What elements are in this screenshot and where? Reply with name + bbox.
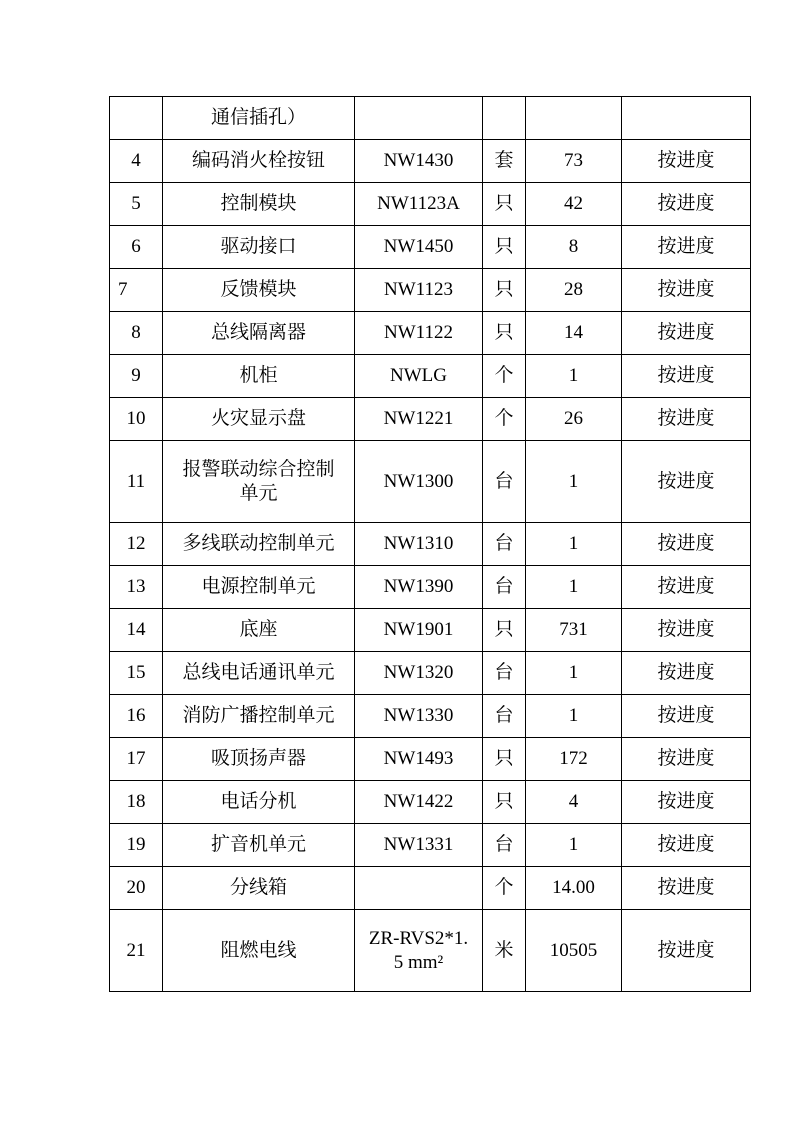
item-unit: 个 (483, 355, 526, 398)
table-row (110, 910, 751, 992)
row-number: 13 (110, 566, 163, 609)
item-note: 按进度 (622, 910, 751, 992)
item-unit: 只 (483, 609, 526, 652)
item-name: 电源控制单元 (163, 566, 355, 609)
item-name-line1: 报警联动综合控制 (182, 457, 335, 480)
table-row (110, 140, 751, 183)
item-unit: 台 (483, 824, 526, 867)
item-model (355, 97, 483, 140)
item-unit: 米 (483, 910, 526, 992)
item-note: 按进度 (622, 523, 751, 566)
item-name (163, 441, 355, 523)
table-row (110, 781, 751, 824)
item-unit: 台 (483, 695, 526, 738)
table-row (110, 652, 751, 695)
row-number: 16 (110, 695, 163, 738)
item-quantity: 1 (526, 355, 622, 398)
item-model: NW1901 (355, 609, 483, 652)
item-model: NW1390 (355, 566, 483, 609)
row-number: 4 (110, 140, 163, 183)
table-row (110, 97, 751, 140)
item-model: NW1122 (355, 312, 483, 355)
item-quantity: 28 (526, 269, 622, 312)
item-quantity: 42 (526, 183, 622, 226)
item-name: 阻燃电线 (163, 910, 355, 992)
item-unit: 只 (483, 269, 526, 312)
table-row (110, 355, 751, 398)
item-model: NW1300 (355, 441, 483, 523)
row-number: 11 (110, 441, 163, 523)
item-note: 按进度 (622, 824, 751, 867)
item-unit: 台 (483, 523, 526, 566)
item-name: 底座 (163, 609, 355, 652)
table-row (110, 867, 751, 910)
item-note: 按进度 (622, 140, 751, 183)
table-row (110, 695, 751, 738)
item-name: 驱动接口 (163, 226, 355, 269)
item-name: 机柜 (163, 355, 355, 398)
item-quantity: 10505 (526, 910, 622, 992)
item-note: 按进度 (622, 226, 751, 269)
row-number: 14 (110, 609, 163, 652)
item-unit: 套 (483, 140, 526, 183)
item-model: NW1331 (355, 824, 483, 867)
item-model (355, 910, 483, 992)
item-name: 反馈模块 (163, 269, 355, 312)
table-row (110, 566, 751, 609)
item-note: 按进度 (622, 652, 751, 695)
item-quantity: 1 (526, 566, 622, 609)
row-number (110, 97, 163, 140)
item-note: 按进度 (622, 566, 751, 609)
row-number: 5 (110, 183, 163, 226)
item-quantity: 8 (526, 226, 622, 269)
item-unit: 只 (483, 781, 526, 824)
item-note: 按进度 (622, 398, 751, 441)
table-row (110, 738, 751, 781)
item-note: 按进度 (622, 781, 751, 824)
row-number: 9 (110, 355, 163, 398)
item-model: NW1422 (355, 781, 483, 824)
item-name: 消防广播控制单元 (163, 695, 355, 738)
item-name: 通信插孔） (163, 97, 355, 140)
item-note: 按进度 (622, 867, 751, 910)
item-unit: 只 (483, 738, 526, 781)
item-name: 吸顶扬声器 (163, 738, 355, 781)
item-quantity: 73 (526, 140, 622, 183)
item-model: NW1221 (355, 398, 483, 441)
item-note: 按进度 (622, 269, 751, 312)
item-note: 按进度 (622, 695, 751, 738)
row-number: 8 (110, 312, 163, 355)
item-unit (483, 97, 526, 140)
item-quantity: 731 (526, 609, 622, 652)
row-number: 17 (110, 738, 163, 781)
row-number: 6 (110, 226, 163, 269)
item-note: 按进度 (622, 183, 751, 226)
table-row (110, 226, 751, 269)
item-note (622, 97, 751, 140)
item-note: 按进度 (622, 609, 751, 652)
item-model (355, 867, 483, 910)
table-row (110, 824, 751, 867)
item-model: NW1310 (355, 523, 483, 566)
item-unit: 个 (483, 867, 526, 910)
item-unit: 只 (483, 183, 526, 226)
item-model: NWLG (355, 355, 483, 398)
row-number: 21 (110, 910, 163, 992)
item-name: 编码消火栓按钮 (163, 140, 355, 183)
item-note: 按进度 (622, 312, 751, 355)
item-model: NW1330 (355, 695, 483, 738)
item-model: NW1450 (355, 226, 483, 269)
table-row (110, 609, 751, 652)
item-unit: 个 (483, 398, 526, 441)
table-row (110, 441, 751, 523)
item-model: NW1493 (355, 738, 483, 781)
table-row (110, 183, 751, 226)
item-quantity: 14 (526, 312, 622, 355)
item-quantity: 14.00 (526, 867, 622, 910)
item-quantity: 172 (526, 738, 622, 781)
item-name: 控制模块 (163, 183, 355, 226)
item-model: NW1123 (355, 269, 483, 312)
item-quantity: 26 (526, 398, 622, 441)
item-quantity (526, 97, 622, 140)
item-quantity: 4 (526, 781, 622, 824)
row-number: 12 (110, 523, 163, 566)
table-row (110, 269, 751, 312)
item-name: 多线联动控制单元 (163, 523, 355, 566)
item-name: 火灾显示盘 (163, 398, 355, 441)
row-number: 15 (110, 652, 163, 695)
item-model: NW1123A (355, 183, 483, 226)
item-note: 按进度 (622, 738, 751, 781)
item-quantity: 1 (526, 652, 622, 695)
item-name: 电话分机 (163, 781, 355, 824)
table-row (110, 398, 751, 441)
item-quantity: 1 (526, 523, 622, 566)
item-unit: 只 (483, 312, 526, 355)
item-model: NW1320 (355, 652, 483, 695)
item-name: 总线隔离器 (163, 312, 355, 355)
item-name: 总线电话通讯单元 (163, 652, 355, 695)
item-unit: 台 (483, 652, 526, 695)
equipment-table (109, 96, 751, 992)
item-model: NW1430 (355, 140, 483, 183)
item-note: 按进度 (622, 441, 751, 523)
item-quantity: 1 (526, 441, 622, 523)
item-model-line2: 5 mm² (393, 951, 444, 973)
table-row (110, 312, 751, 355)
item-quantity: 1 (526, 824, 622, 867)
item-quantity: 1 (526, 695, 622, 738)
row-number: 20 (110, 867, 163, 910)
row-number: 18 (110, 781, 163, 824)
item-name: 扩音机单元 (163, 824, 355, 867)
item-unit: 台 (483, 566, 526, 609)
item-note: 按进度 (622, 355, 751, 398)
item-name: 分线箱 (163, 867, 355, 910)
item-model-line1: ZR-RVS2*1. (368, 927, 469, 949)
item-unit: 只 (483, 226, 526, 269)
table-row (110, 523, 751, 566)
item-unit: 台 (483, 441, 526, 523)
row-number: 19 (110, 824, 163, 867)
item-name-line2: 单元 (239, 481, 278, 504)
row-number: 10 (110, 398, 163, 441)
row-number: 7 (110, 269, 163, 312)
